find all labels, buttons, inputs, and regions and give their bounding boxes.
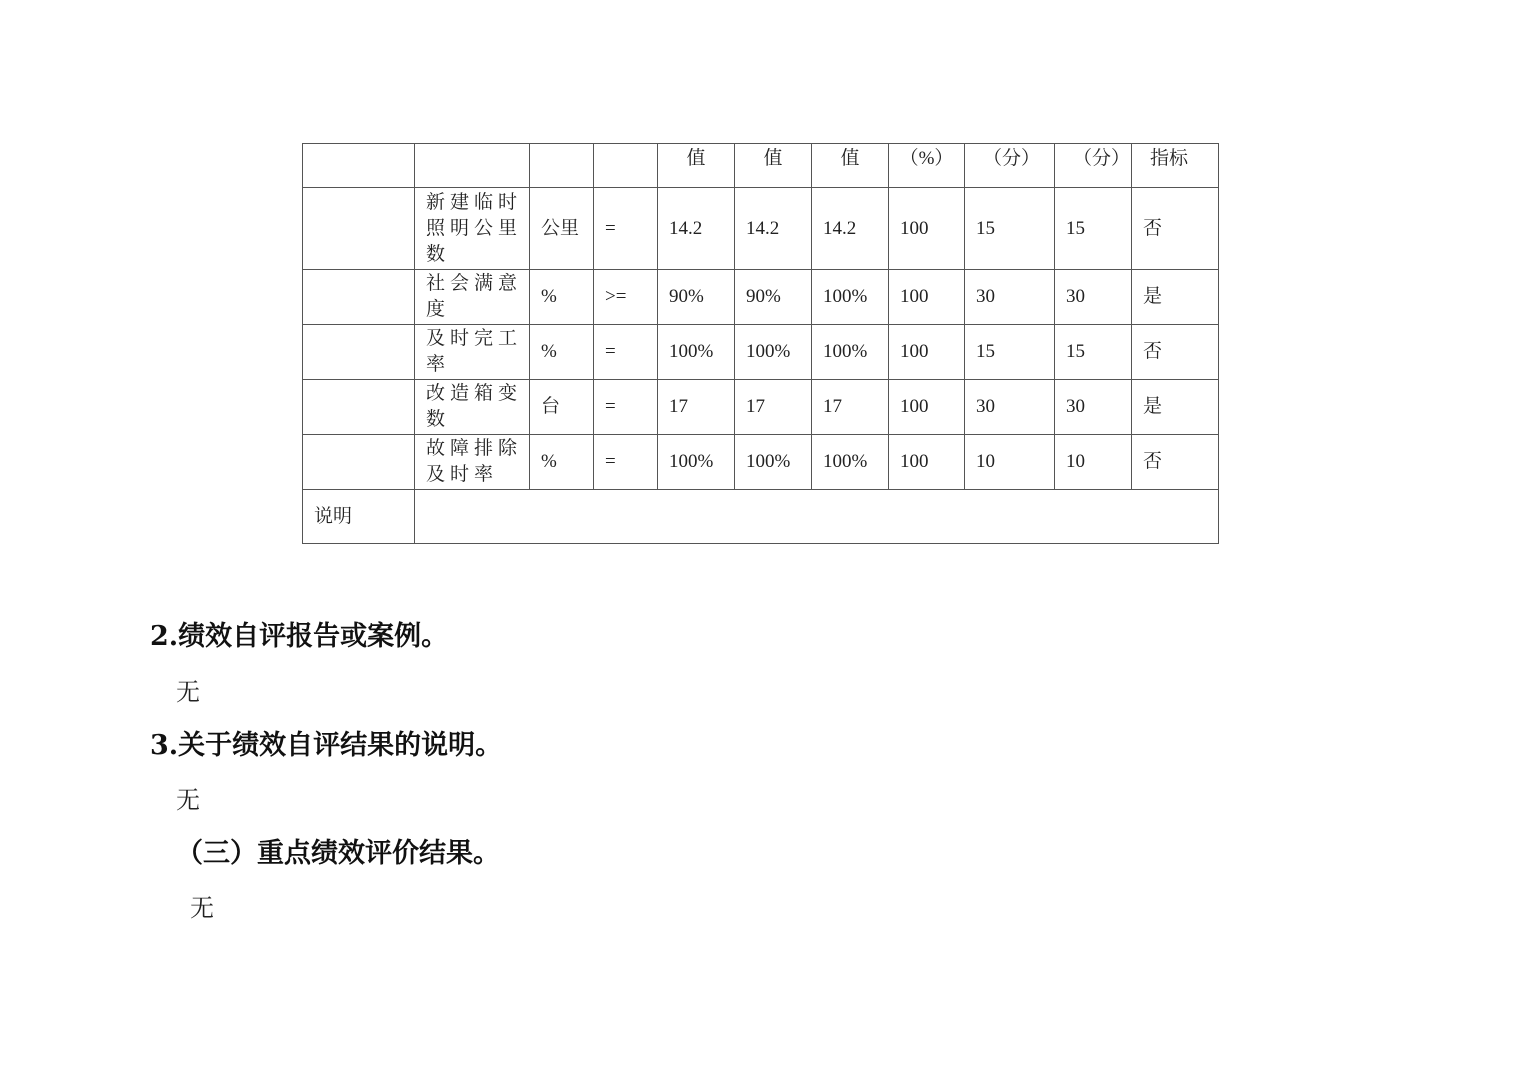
table-header-row [303, 144, 1219, 188]
plan-cell: 14.2 [735, 188, 812, 270]
unit-cell: 台 [530, 380, 594, 435]
indicator-name-cell: 故障排除及时率 [415, 435, 530, 490]
weight-cell: 30 [965, 270, 1055, 325]
weight-cell: 10 [965, 435, 1055, 490]
target-cell: 100% [658, 325, 735, 380]
category-cell [303, 325, 415, 380]
table-row [303, 435, 1219, 490]
unit-cell: 公里 [530, 188, 594, 270]
table-row [303, 380, 1219, 435]
indicator-name-cell: 及时完工率 [415, 325, 530, 380]
section-heading: 3.关于绩效自评结果的说明。 [150, 730, 503, 761]
actual-cell: 100% [812, 435, 889, 490]
unit-cell: % [530, 270, 594, 325]
unit-cell: % [530, 325, 594, 380]
header-cell: （分） [965, 144, 1055, 188]
header-cell: 值 [735, 144, 812, 188]
actual-cell: 17 [812, 380, 889, 435]
note-label-cell: 说明 [303, 490, 415, 544]
weight-cell: 15 [965, 325, 1055, 380]
operator-cell: = [594, 435, 658, 490]
core-indicator-cell: 是 [1132, 380, 1219, 435]
indicator-name-cell: 新建临时照明公里数 [415, 188, 530, 270]
core-indicator-cell: 否 [1132, 325, 1219, 380]
performance-table [302, 143, 1219, 544]
category-cell [303, 188, 415, 270]
table-row [303, 325, 1219, 380]
plan-cell: 17 [735, 380, 812, 435]
header-cell [415, 144, 530, 188]
score-cell: 30 [1055, 270, 1132, 325]
target-cell: 17 [658, 380, 735, 435]
rate-cell: 100 [889, 188, 965, 270]
core-indicator-cell: 否 [1132, 188, 1219, 270]
category-cell [303, 380, 415, 435]
category-cell [303, 435, 415, 490]
score-cell: 15 [1055, 188, 1132, 270]
section-body: 无 [190, 894, 214, 922]
header-cell: （%） [889, 144, 965, 188]
section-body: 无 [176, 786, 200, 814]
operator-cell: = [594, 188, 658, 270]
header-cell: 值 [658, 144, 735, 188]
operator-cell: = [594, 325, 658, 380]
plan-cell: 100% [735, 435, 812, 490]
operator-cell: >= [594, 270, 658, 325]
rate-cell: 100 [889, 325, 965, 380]
rate-cell: 100 [889, 435, 965, 490]
header-cell [594, 144, 658, 188]
actual-cell: 14.2 [812, 188, 889, 270]
rate-cell: 100 [889, 380, 965, 435]
table-row [303, 270, 1219, 325]
table-note-row [303, 490, 1219, 544]
target-cell: 14.2 [658, 188, 735, 270]
plan-cell: 90% [735, 270, 812, 325]
header-cell [530, 144, 594, 188]
indicator-name-cell: 社会满意度 [415, 270, 530, 325]
score-cell: 15 [1055, 325, 1132, 380]
actual-cell: 100% [812, 325, 889, 380]
section-body: 无 [176, 678, 200, 706]
score-cell: 10 [1055, 435, 1132, 490]
target-cell: 100% [658, 435, 735, 490]
target-cell: 90% [658, 270, 735, 325]
category-cell [303, 270, 415, 325]
note-value-cell [415, 490, 1219, 544]
core-indicator-cell: 否 [1132, 435, 1219, 490]
score-cell: 30 [1055, 380, 1132, 435]
actual-cell: 100% [812, 270, 889, 325]
core-indicator-cell: 是 [1132, 270, 1219, 325]
plan-cell: 100% [735, 325, 812, 380]
section-heading: 2.绩效自评报告或案例。 [150, 621, 449, 652]
rate-cell: 100 [889, 270, 965, 325]
header-cell: 值 [812, 144, 889, 188]
section-heading: （三）重点绩效评价结果。 [176, 838, 500, 869]
operator-cell: = [594, 380, 658, 435]
header-cell [303, 144, 415, 188]
header-cell: 指标 [1132, 144, 1219, 188]
table-row [303, 188, 1219, 270]
header-cell: （分） [1055, 144, 1132, 188]
unit-cell: % [530, 435, 594, 490]
indicator-name-cell: 改造箱变数 [415, 380, 530, 435]
weight-cell: 30 [965, 380, 1055, 435]
weight-cell: 15 [965, 188, 1055, 270]
